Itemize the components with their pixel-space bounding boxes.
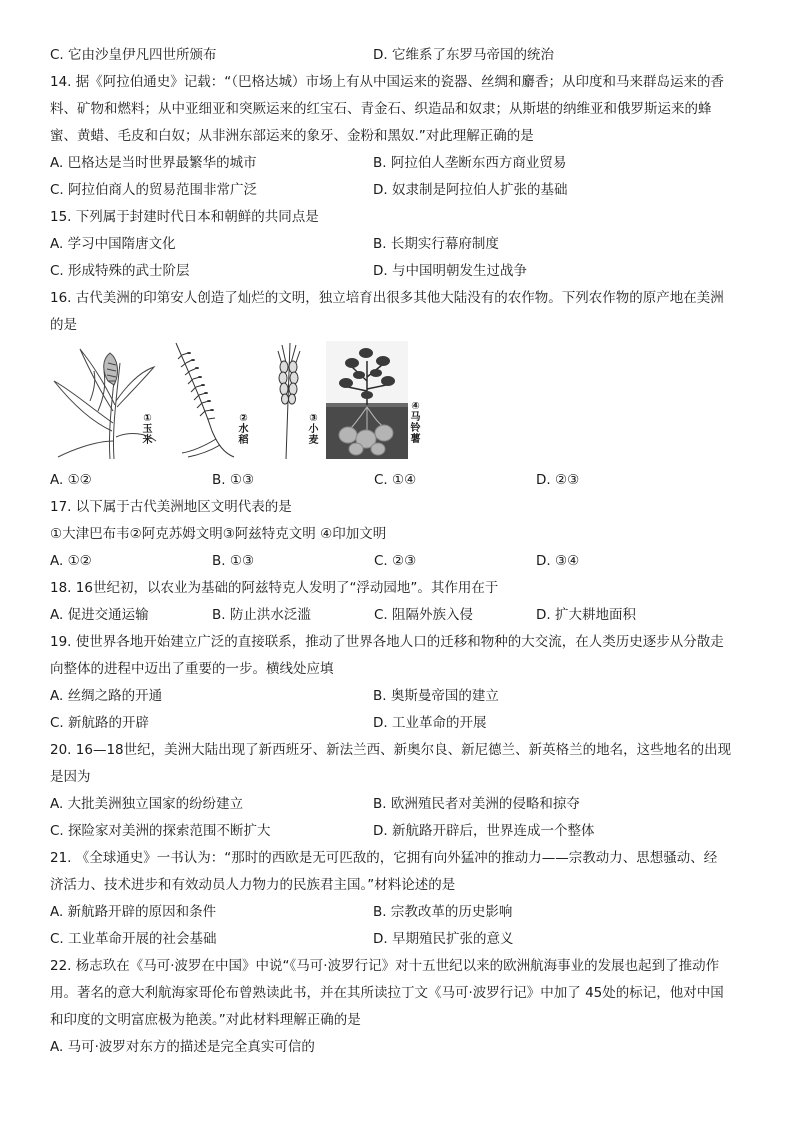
q21-options-row-2	[50, 926, 750, 953]
figure-corn-label	[142, 413, 153, 446]
figure-rice-char-1: 水	[238, 424, 249, 435]
q14-option-b[interactable]: B. 阿拉伯人垄断东西方商业贸易	[373, 155, 567, 171]
q18-option-d[interactable]: D. 扩大耕地面积	[536, 607, 636, 623]
q14-option-c[interactable]: C. 阿拉伯商人的贸易范围非常广泛	[50, 182, 258, 198]
q15-option-d[interactable]: D. 与中国明朝发生过战争	[373, 263, 527, 279]
q15-option-a[interactable]: A. 学习中国隋唐文化	[50, 236, 176, 252]
q14-option-a[interactable]: A. 巴格达是当时世界最繁华的城市	[50, 155, 257, 171]
q14-option-d[interactable]: D. 奴隶制是阿拉伯人扩张的基础	[373, 182, 568, 198]
figure-corn-char-1: 玉	[142, 424, 153, 435]
q18-option-a[interactable]: A. 促进交通运输	[50, 607, 149, 623]
figure-wheat	[266, 341, 322, 459]
figure-corn-number: ①	[143, 413, 152, 424]
potato-plant-icon	[326, 341, 408, 459]
q19-options-row-1	[50, 683, 750, 710]
q14-options-row-2	[50, 177, 750, 204]
figure-potato-number: ④	[411, 401, 420, 412]
q22-stem-line-3: 和印度的文明富庶极为艳羡。”对此材料理解正确的是	[50, 1012, 361, 1028]
q21-option-d[interactable]: D. 早期殖民扩张的意义	[373, 931, 514, 947]
exam-page	[50, 42, 750, 1061]
q18-option-c[interactable]: C. 阻隔外族入侵	[374, 607, 474, 623]
q17-options	[50, 548, 750, 575]
q19-options-row-2	[50, 710, 750, 737]
q16-stem-line-2: 的是	[50, 317, 77, 333]
q20-option-b[interactable]: B. 欧洲殖民者对美洲的侵略和掠夺	[373, 796, 580, 812]
q20-option-d[interactable]: D. 新航路开辟后，世界连成一个整体	[373, 823, 595, 839]
q19-stem-line-2: 向整体的进程中迈出了重要的一步。横线处应填	[50, 661, 334, 677]
figure-wheat-char-2: 麦	[308, 435, 319, 446]
q15-option-c[interactable]: C. 形成特殊的武士阶层	[50, 263, 190, 279]
q20-option-c[interactable]: C. 探险家对美洲的探索范围不断扩大	[50, 823, 271, 839]
q15-options-row-1	[50, 231, 750, 258]
q16-options	[50, 467, 750, 494]
figure-rice	[168, 341, 254, 459]
q16-option-c[interactable]: C. ①④	[374, 472, 417, 488]
figure-rice-number: ②	[239, 413, 248, 424]
q14-stem-line-2: 料、矿物和燃料；从中亚细亚和突厥运来的红宝石、青金石、织造品和奴隶；从斯堪的纳维亚和俄罗斯运来的蜂	[50, 101, 712, 117]
q22-option-a[interactable]: A. 马可·波罗对东方的描述是完全真实可信的	[50, 1039, 315, 1055]
figure-potato-char-1: 马	[410, 412, 421, 423]
figure-potato-char-2: 铃	[410, 423, 421, 434]
q19-option-a[interactable]: A. 丝绸之路的开通	[50, 688, 163, 704]
q16-option-a[interactable]: A. ①②	[50, 472, 92, 488]
q20-stem-line-1: 20. 16—18世纪，美洲大陆出现了新西班牙、新法兰西、新奥尔良、新尼德兰、新英格兰的地名，这些地名的出现	[50, 742, 732, 758]
q17-option-a[interactable]: A. ①②	[50, 553, 92, 569]
q21-stem-line-1: 21. 《全球通史》一书认为：“那时的西欧是无可匹敌的，它拥有向外猛冲的推动力——宗教动力、思想骚动、经	[50, 850, 718, 866]
q21-option-c[interactable]: C. 工业革命开展的社会基础	[50, 931, 217, 947]
q19-option-c[interactable]: C. 新航路的开辟	[50, 715, 150, 731]
q16-stem-line-1: 16. 古代美洲的印第安人创造了灿烂的文明，独立培育出很多其他大陆没有的农作物。下列农作物的原产地在美洲	[50, 290, 724, 306]
q17-option-c[interactable]: C. ②③	[374, 553, 417, 569]
q17-option-b[interactable]: B. ①③	[212, 553, 255, 569]
figure-corn-char-2: 米	[142, 435, 153, 446]
q13-options	[50, 42, 750, 69]
figure-potato-label	[410, 401, 421, 445]
q18-options	[50, 602, 750, 629]
crop-figures	[50, 341, 750, 463]
q20-stem-line-2: 是因为	[50, 769, 91, 785]
q19-stem-line-1: 19. 使世界各地开始建立广泛的直接联系，推动了世界各地人口的迁移和物种的大交流，在人类历史逐步从分散走	[50, 634, 724, 650]
q21-options-row-1	[50, 899, 750, 926]
q17-items: ①大津巴布韦②阿克苏姆文明③阿兹特克文明 ④印加文明	[50, 526, 387, 542]
q20-option-a[interactable]: A. 大批美洲独立国家的纷纷建立	[50, 796, 244, 812]
q16-option-d[interactable]: D. ②③	[536, 472, 580, 488]
q21-stem-line-2: 济活力、技术进步和有效动员人力物力的民族君主国。”材料论述的是	[50, 877, 456, 893]
q17-stem: 17. 以下属于古代美洲地区文明代表的是	[50, 499, 292, 515]
q22-stem-line-1: 22. 杨志玖在《马可·波罗在中国》中说“《马可·波罗行记》对十五世纪以来的欧洲航海事业的发展也起到了推动作	[50, 958, 720, 974]
q17-option-d[interactable]: D. ③④	[536, 553, 580, 569]
q18-stem: 18. 16世纪初，以农业为基础的阿兹特克人发明了“浮动园地”。其作用在于	[50, 580, 499, 596]
q13-option-c[interactable]: C. 它由沙皇伊凡四世所颁布	[50, 47, 217, 63]
q13-option-d[interactable]: D. 它维系了东罗马帝国的统治	[373, 47, 554, 63]
q19-option-b[interactable]: B. 奥斯曼帝国的建立	[373, 688, 499, 704]
figure-wheat-number: ③	[309, 413, 318, 424]
q14-stem-line-1: 14. 据《阿拉伯通史》记载：“（巴格达城）市场上有从中国运来的瓷器、丝绸和麝香；从印度和马来群岛运来的香	[50, 74, 725, 90]
q20-options-row-1	[50, 791, 750, 818]
q20-options-row-2	[50, 818, 750, 845]
q19-option-d[interactable]: D. 工业革命的开展	[373, 715, 487, 731]
figure-rice-char-2: 稻	[238, 435, 249, 446]
q14-options-row-1	[50, 150, 750, 177]
q18-option-b[interactable]: B. 防止洪水泛滥	[212, 607, 311, 623]
q16-option-b[interactable]: B. ①③	[212, 472, 255, 488]
figure-potato	[326, 341, 426, 459]
q22-stem-line-2: 用。著名的意大利航海家哥伦布曾熟读此书，并在其所读拉丁文《马可·波罗行记》中加了 45处的标记，他对中国	[50, 985, 724, 1001]
q15-options-row-2	[50, 258, 750, 285]
figure-wheat-char-1: 小	[308, 424, 319, 435]
figure-potato-char-3: 薯	[410, 434, 421, 445]
figure-corn	[50, 341, 158, 459]
q21-option-a[interactable]: A. 新航路开辟的原因和条件	[50, 904, 217, 920]
figure-rice-label	[238, 413, 249, 446]
q14-stem-line-3: 蜜、黄蜡、毛皮和白奴；从非洲东部运来的象牙、金粉和黑奴.”对此理解正确的是	[50, 128, 534, 144]
q15-stem: 15. 下列属于封建时代日本和朝鲜的共同点是	[50, 209, 319, 225]
figure-wheat-label	[308, 413, 319, 446]
q21-option-b[interactable]: B. 宗教改革的历史影响	[373, 904, 513, 920]
q15-option-b[interactable]: B. 长期实行幕府制度	[373, 236, 499, 252]
